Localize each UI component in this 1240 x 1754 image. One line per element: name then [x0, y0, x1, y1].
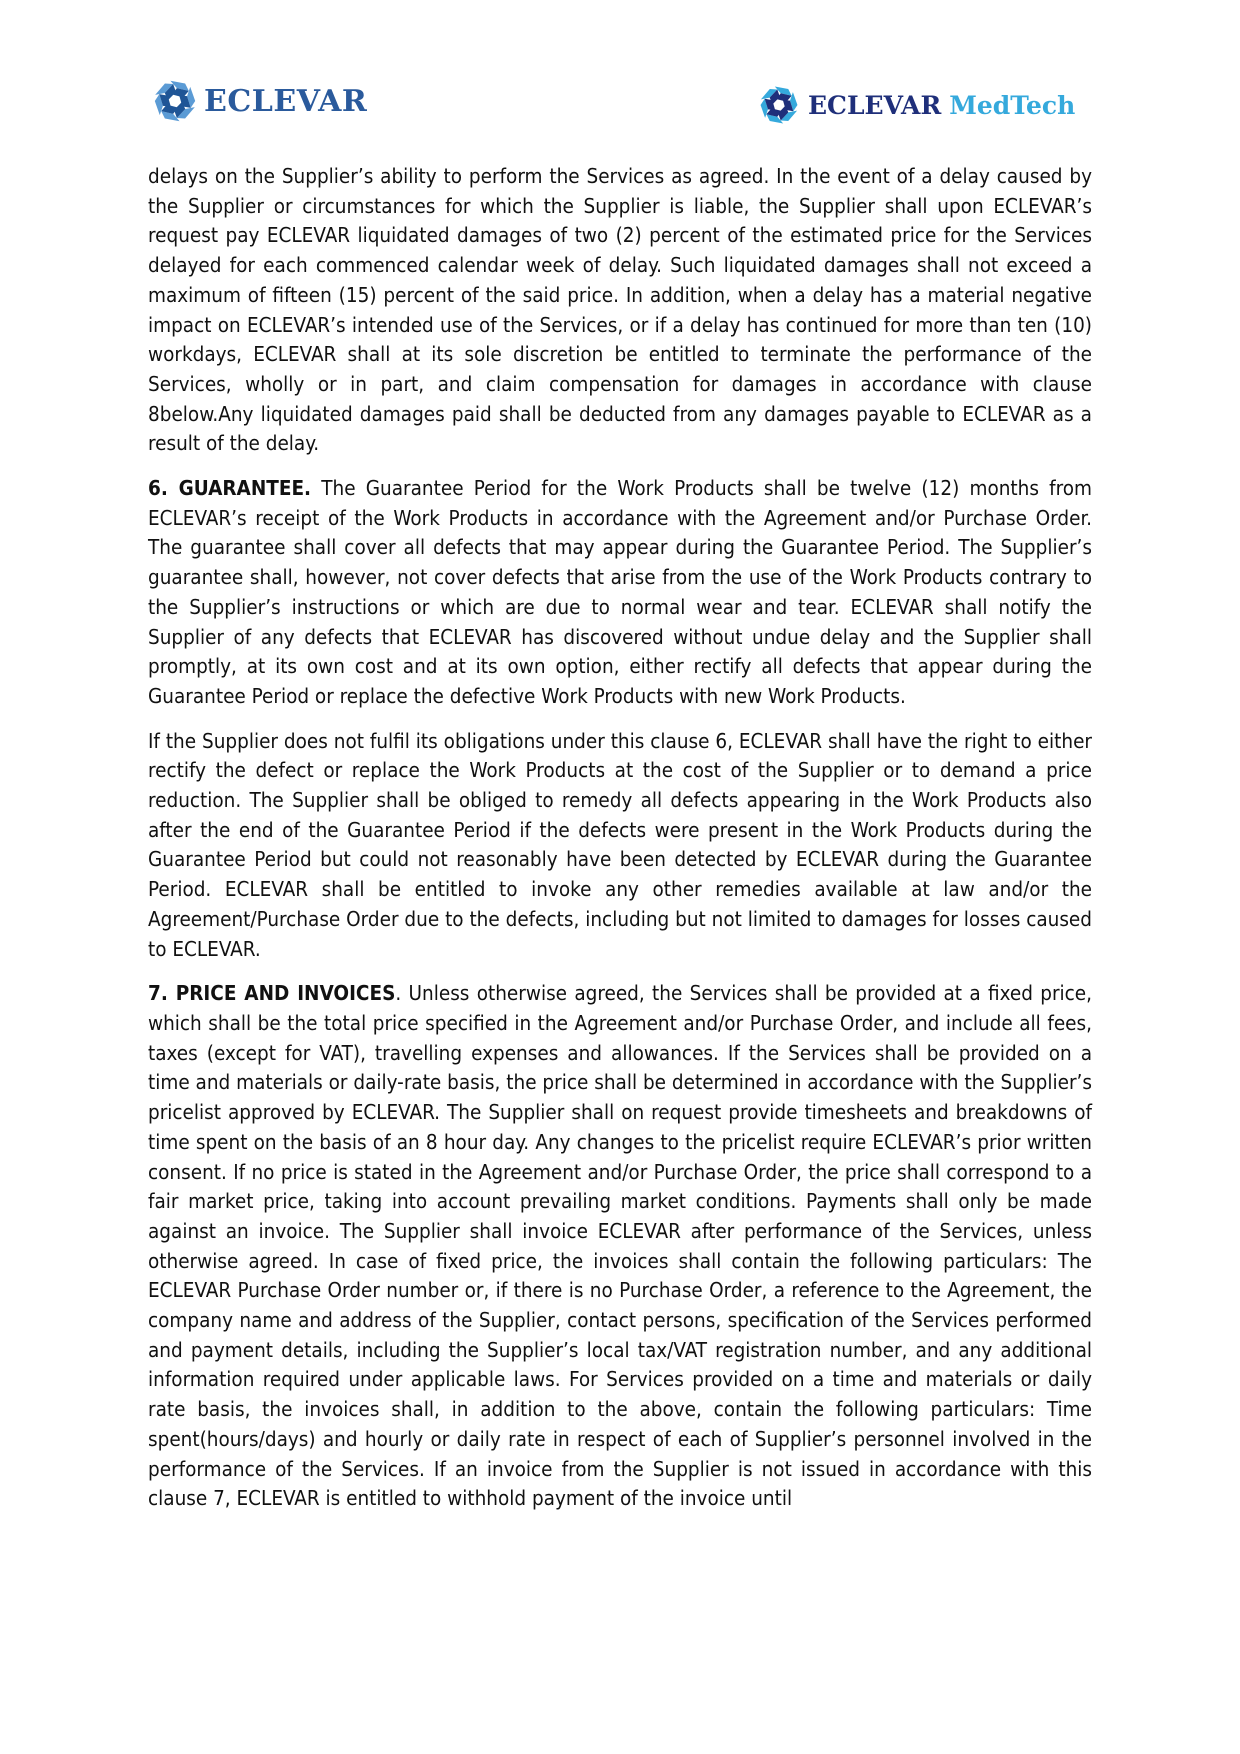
section-7-heading: 7. PRICE AND INVOICES [148, 981, 396, 1006]
eclevar-wordmark: ECLEVAR [204, 83, 368, 119]
section-7-price-invoices [148, 979, 1092, 1514]
section-7-text: . Unless otherwise agreed, the Services shall be provided at a fixed price, which shall be the total price specified in the Agreement and/or Purchase Order, and include all fees, taxes (except for VAT), travelling expenses and allowances. If the Services shall be provided on a time and materials or daily-rate basis, the price shall be determined in accordance with the Supplier’s pricelist approved by ECLEVAR. The Supplier shall on request provide timesheets and breakdowns of time spent on the basis of an 8 hour day. Any changes to the pricelist require ECLEVAR’s prior written consent. If no price is stated in the Agreement and/or Purchase Order, the price shall correspond to a fair market price, taking into account prevailing market conditions. Payments shall only be made against an invoice. The Supplier shall invoice ECLEVAR after performance of the Services, unless otherwise agreed. In case of fixed price, the invoices shall contain the following particulars: The ECLEVAR Purchase Order number or, if there is no Purchase Order, a reference to the Agreement, the company name and address of the Supplier, contact persons, specification of the Services performed and payment details, including the Supplier’s local tax/VAT registration number, and any additional information required under applicable laws. For Services provided on a time and materials or daily rate basis, the invoices shall, in addition to the above, contain the following particulars: Time spent(hours/days) and hourly or daily rate in respect of each of Supplier’s personnel involved in the performance of the Services. If an invoice from the Supplier is not issued in accordance with this clause 7, ECLEVAR is entitled to withhold payment of the invoice until [148, 981, 1092, 1511]
eclevar-medtech-wordmark-primary: ECLEVAR [808, 90, 942, 120]
eclevar-logo [152, 78, 367, 124]
eclevar-medtech-hexagon-logo-icon [758, 84, 800, 126]
paragraph-guarantee-remedies: If the Supplier does not fulfil its obligations under this clause 6, ECLEVAR shall have the right to either rectify the defect or replace the Work Products at the cost of the Supplier or to demand a price reduction. The Supplier shall be obliged to remedy all defects appearing in the Work Products also after the end of the Guarantee Period if the defects were present in the Work Products during the Guarantee Period but could not reasonably have been detected by ECLEVAR during the Guarantee Period. ECLEVAR shall be entitled to invoke any other remedies available at law and/or the Agreement/Purchase Order due to the defects, including but not limited to damages for losses caused to ECLEVAR. [148, 728, 1092, 961]
paragraph-delay-damages: delays on the Supplier’s ability to perform the Services as agreed. In the event of a delay caused by the Supplier or circumstances for which the Supplier is liable, the Supplier shall upon ECLEVAR’s request pay ECLEVAR liquidated damages of two (2) percent of the estimated price for the Services delayed for each commenced calendar week of delay. Such liquidated damages shall not exceed a maximum of fifteen (15) percent of the said price. In addition, when a delay has a material negative impact on ECLEVAR’s intended use of the Services, or if a delay has continued for more than ten (10) workdays, ECLEVAR shall at its sole discretion be entitled to terminate the performance of the Services, wholly or in part, and claim compensation for damages in accordance with clause 8below.Any liquidated damages paid shall be deducted from any damages payable to ECLEVAR as a result of the delay. [148, 164, 1092, 456]
eclevar-medtech-logo [758, 84, 1075, 126]
document-body [148, 162, 1092, 1529]
section-6-heading: 6. GUARANTEE. [148, 476, 312, 501]
eclevar-medtech-wordmark-secondary: MedTech [949, 90, 1076, 120]
section-6-guarantee [148, 474, 1092, 712]
eclevar-hexagon-logo-icon [152, 78, 198, 124]
section-6-text: The Guarantee Period for the Work Products shall be twelve (12) months from ECLEVAR’s receipt of the Work Products in accordance with the Agreement and/or Purchase Order. The guarantee shall cover all defects that may appear during the Guarantee Period. The Supplier’s guarantee shall, however, not cover defects that arise from the use of the Work Products contrary to the Supplier’s instructions or which are due to normal wear and tear. ECLEVAR shall notify the Supplier of any defects that ECLEVAR has discovered without undue delay and the Supplier shall promptly, at its own cost and at its own option, either rectify all defects that appear during the Guarantee Period or replace the defective Work Products with new Work Products. [148, 476, 1092, 708]
